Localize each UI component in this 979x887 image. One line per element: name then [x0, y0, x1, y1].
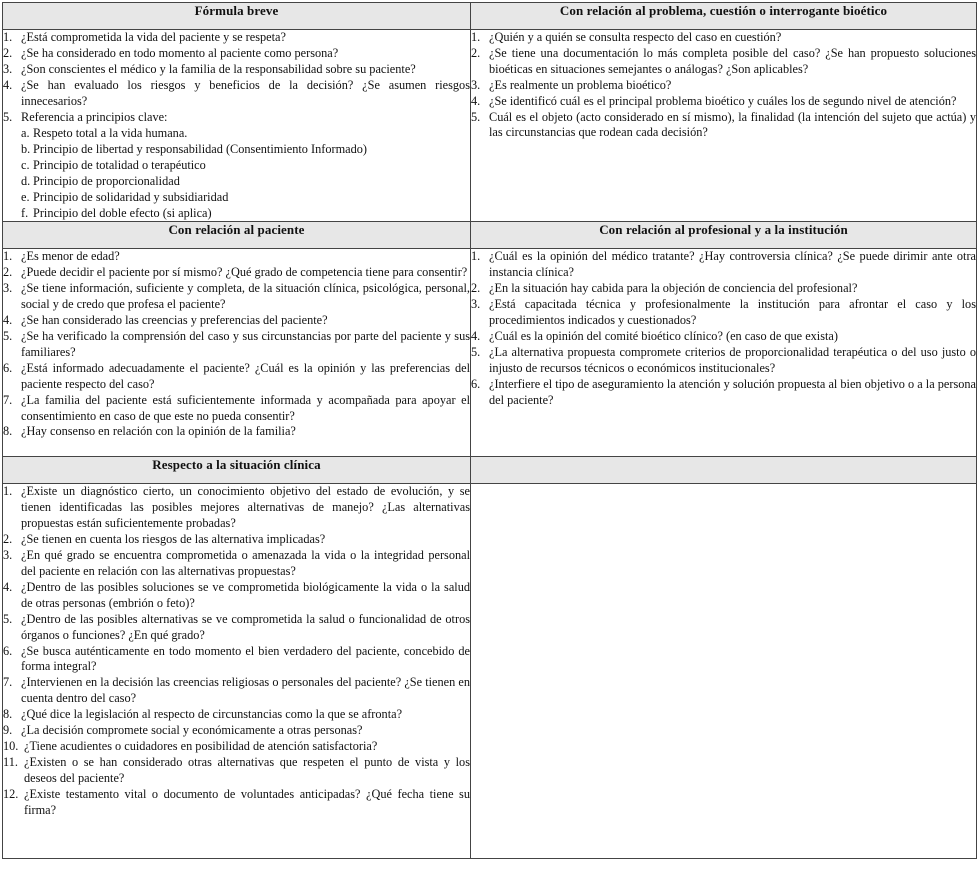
problema-list [471, 30, 976, 141]
item-text: ¿Existen o se han considerado otras alternativas que respeten el punto de vista y los deseos del paciente? [24, 754, 470, 785]
list-item [3, 612, 470, 644]
item-text: ¿Qué dice la legislación al respecto de circunstancias como la que se afronta? [21, 707, 403, 722]
list-item [3, 739, 470, 755]
item-number: 6. [3, 643, 13, 658]
principle-item [21, 189, 470, 205]
list-item [3, 707, 470, 723]
item-number: 8. [3, 707, 13, 722]
item-text: ¿Se ha considerado en todo momento al paciente como persona? [21, 45, 339, 60]
empty-cell [471, 484, 977, 859]
list-item [3, 110, 470, 126]
list-item [471, 345, 976, 377]
item-number: 5. [3, 328, 13, 343]
list-item [471, 281, 976, 297]
item-number: 3. [3, 281, 13, 296]
item-text: ¿Cuál es la opinión del comité bioético clínico? (en caso de que exista) [489, 328, 838, 343]
item-text: ¿Se han evaluado los riesgos y beneficios de la decisión? ¿Se asumen riesgos innecesarios? [21, 77, 470, 108]
paciente-list [3, 249, 470, 440]
problema-cell [471, 30, 977, 222]
formula-breve-list [3, 30, 470, 125]
list-item [3, 675, 470, 707]
item-text: ¿Puede decidir el paciente por sí mismo? ¿Qué grado de competencia tiene para consentir? [21, 265, 468, 280]
principle-text: Principio de libertad y responsabilidad (Consentimiento Informado) [33, 142, 367, 157]
principle-letter: e. [21, 190, 30, 205]
item-number: 5. [471, 109, 481, 124]
principle-text: Principio del doble efecto (si aplica) [33, 206, 212, 221]
item-number: 7. [3, 675, 13, 690]
list-item [3, 532, 470, 548]
header-problema-bioetico: Con relación al problema, cuestión o interrogante bioético [471, 3, 977, 30]
list-item [3, 484, 470, 532]
list-item [471, 110, 976, 142]
item-text: ¿Se identificó cuál es el principal problema bioético y cuáles los de segundo nivel de atención? [489, 93, 957, 108]
item-number: 2. [3, 45, 13, 60]
list-item [471, 30, 976, 46]
header-situacion-clinica: Respecto a la situación clínica [3, 457, 471, 484]
item-number: 6. [471, 376, 481, 391]
profesional-cell [471, 249, 977, 457]
item-text: ¿Son conscientes el médico y la familia de la responsabilidad sobre su paciente? [21, 61, 416, 76]
content-row-2 [3, 249, 977, 457]
item-number: 2. [471, 45, 481, 60]
principles-list [3, 125, 470, 221]
list-item [3, 78, 470, 110]
item-number: 4. [3, 313, 13, 328]
item-text: ¿La decisión compromete social y económicamente a otras personas? [21, 723, 363, 738]
situacion-list [3, 484, 470, 818]
item-text: ¿Se busca auténticamente en todo momento el bien verdadero del paciente, concebido de forma integral? [21, 643, 470, 674]
item-text: ¿Está informado adecuadamente el paciente? ¿Cuál es la opinión y las preferencias del paciente respecto del caso? [21, 360, 470, 391]
item-number: 8. [3, 424, 13, 439]
list-item [3, 313, 470, 329]
header-row-3 [3, 457, 977, 484]
principle-text: Principio de totalidad o terapéutico [33, 158, 206, 173]
list-item [471, 78, 976, 94]
list-item [3, 281, 470, 313]
item-text: ¿Intervienen en la decisión las creencias religiosas o personales del paciente? ¿Se tienen en cuenta dentro del caso? [21, 675, 470, 706]
item-text: ¿Cuál es la opinión del médico tratante? ¿Hay controversia clínica? ¿Se puede dirimir ante otra instancia clínica? [489, 249, 976, 280]
item-number: 1. [3, 249, 13, 264]
list-item [3, 30, 470, 46]
item-text: ¿Se tiene una documentación lo más completa posible del caso? ¿Se han propuesto soluciones bioéticas en situaciones semejantes o análogas? ¿Son aplicables? [489, 45, 976, 76]
principle-item [21, 157, 470, 173]
item-text: ¿Se tiene información, suficiente y completa, de la situación clínica, psicológica, personal, social y de credo que profesa el paciente? [21, 281, 470, 312]
item-number: 1. [3, 30, 13, 44]
list-item [471, 249, 976, 281]
header-empty [471, 457, 977, 484]
item-text: ¿Se han considerado las creencias y preferencias del paciente? [21, 313, 328, 328]
principle-text: Principio de proporcionalidad [33, 174, 180, 189]
item-text: ¿Hay consenso en relación con la opinión de la familia? [21, 424, 296, 439]
list-item [471, 297, 976, 329]
bioethics-checklist-table [2, 2, 977, 859]
list-item [471, 377, 976, 409]
item-text: ¿Está comprometida la vida del paciente y se respeta? [21, 30, 286, 44]
list-item [3, 644, 470, 676]
principle-letter: c. [21, 158, 30, 173]
item-text: ¿En la situación hay cabida para la objeción de conciencia del profesional? [489, 281, 858, 296]
list-item [471, 94, 976, 110]
item-number: 1. [3, 484, 13, 499]
list-item [3, 62, 470, 78]
profesional-list [471, 249, 976, 408]
item-number: 11. [3, 754, 18, 769]
item-number: 2. [3, 532, 13, 547]
item-number: 2. [471, 281, 481, 296]
content-row-1 [3, 30, 977, 222]
list-item [3, 265, 470, 281]
item-text: ¿Interfiere el tipo de aseguramiento la atención y solución propuesta al bien objetivo o a la persona del paciente? [489, 376, 976, 407]
list-item [3, 393, 470, 425]
item-text: ¿Quién y a quién se consulta respecto del caso en cuestión? [489, 30, 782, 44]
item-number: 6. [3, 360, 13, 375]
header-formula-breve: Fórmula breve [3, 3, 471, 30]
item-number: 5. [3, 611, 13, 626]
list-item [3, 249, 470, 265]
item-number: 3. [3, 548, 13, 563]
item-text: ¿Dentro de las posibles soluciones se ve comprometida biológicamente la vida o la salud de otras personas (embrión o feto)? [21, 579, 470, 610]
item-text: ¿Se tienen en cuenta los riesgos de las alternativa implicadas? [21, 532, 326, 547]
item-number: 5. [471, 344, 481, 359]
paciente-cell [3, 249, 471, 457]
item-text: ¿La familia del paciente está suficientemente informada y acompañada para apoyar el consentimiento en caso de que este no pueda consentir? [21, 392, 470, 423]
item-number: 7. [3, 392, 13, 407]
list-item [3, 361, 470, 393]
item-text: Cuál es el objeto (acto considerado en sí mismo), la finalidad (la intención del sujeto que actúa) y las circunstancias que rodean cada decisión? [489, 109, 976, 140]
principle-item [21, 141, 470, 157]
item-text: ¿Es menor de edad? [21, 249, 120, 264]
list-item [3, 755, 470, 787]
list-item [3, 46, 470, 62]
item-text: ¿Existe un diagnóstico cierto, un conocimiento objetivo del estado de evolución, y se tienen identificadas las posibles mejores alternativas de manejo? ¿Las alternativas propuestas están suficientemente probadas? [21, 484, 470, 531]
content-row-3 [3, 484, 977, 859]
list-item [3, 424, 470, 440]
item-number: 4. [471, 328, 481, 343]
item-text: ¿En qué grado se encuentra comprometida o amenazada la vida o la integridad personal del paciente en relación con las alternativas propuestas? [21, 548, 470, 578]
formula-breve-cell [3, 30, 471, 222]
item-number: 12. [3, 786, 19, 801]
item-number: 9. [3, 723, 13, 738]
header-profesional: Con relación al profesional y a la institución [471, 222, 977, 249]
list-item [3, 723, 470, 739]
list-item [3, 329, 470, 361]
principle-item [21, 173, 470, 189]
item-number: 2. [3, 265, 13, 280]
item-text: ¿Se ha verificado la comprensión del caso y sus circunstancias por parte del paciente y sus familiares? [21, 328, 470, 359]
principle-text: Principio de solidaridad y subsidiaridad [33, 190, 229, 205]
item-number: 3. [3, 61, 13, 76]
situacion-cell [3, 484, 471, 859]
list-item [3, 580, 470, 612]
principle-letter: d. [21, 174, 31, 189]
item-text: ¿Dentro de las posibles alternativas se ve comprometida la salud o funcionalidad de otros órganos o funciones? ¿En qué grado? [21, 611, 470, 642]
item-number: 5. [3, 109, 13, 124]
list-item [471, 46, 976, 78]
item-number: 4. [471, 93, 481, 108]
item-text: ¿Es realmente un problema bioético? [489, 77, 672, 92]
principle-letter: b. [21, 142, 31, 157]
header-paciente: Con relación al paciente [3, 222, 471, 249]
list-item [471, 329, 976, 345]
list-item [3, 787, 470, 819]
item-number: 3. [471, 297, 481, 312]
header-row-2 [3, 222, 977, 249]
item-text: ¿Tiene acudientes o cuidadores en posibilidad de atención satisfactoria? [24, 738, 378, 753]
item-number: 3. [471, 77, 481, 92]
item-text: ¿Está capacitada técnica y profesionalmente la institución para afrontar el caso y los procedimientos indicados y cuestionados? [489, 297, 976, 328]
list-item [3, 548, 470, 580]
item-text: Referencia a principios clave: [21, 109, 168, 124]
principle-letter: f. [21, 206, 29, 221]
item-number: 10. [3, 738, 19, 753]
item-text: ¿La alternativa propuesta compromete criterios de proporcionalidad terapéutica o del uso justo o injusto de recursos técnicos o económicos institucionales? [489, 344, 976, 375]
principle-item [21, 125, 470, 141]
principle-item [21, 205, 470, 221]
item-number: 1. [471, 30, 481, 44]
item-number: 4. [3, 579, 13, 594]
item-number: 4. [3, 77, 13, 92]
principle-letter: a. [21, 126, 30, 141]
principle-text: Respeto total a la vida humana. [33, 126, 188, 141]
item-number: 1. [471, 249, 481, 264]
header-row-1 [3, 3, 977, 30]
item-text: ¿Existe testamento vital o documento de voluntades anticipadas? ¿Qué fecha tiene su firma? [24, 786, 470, 817]
